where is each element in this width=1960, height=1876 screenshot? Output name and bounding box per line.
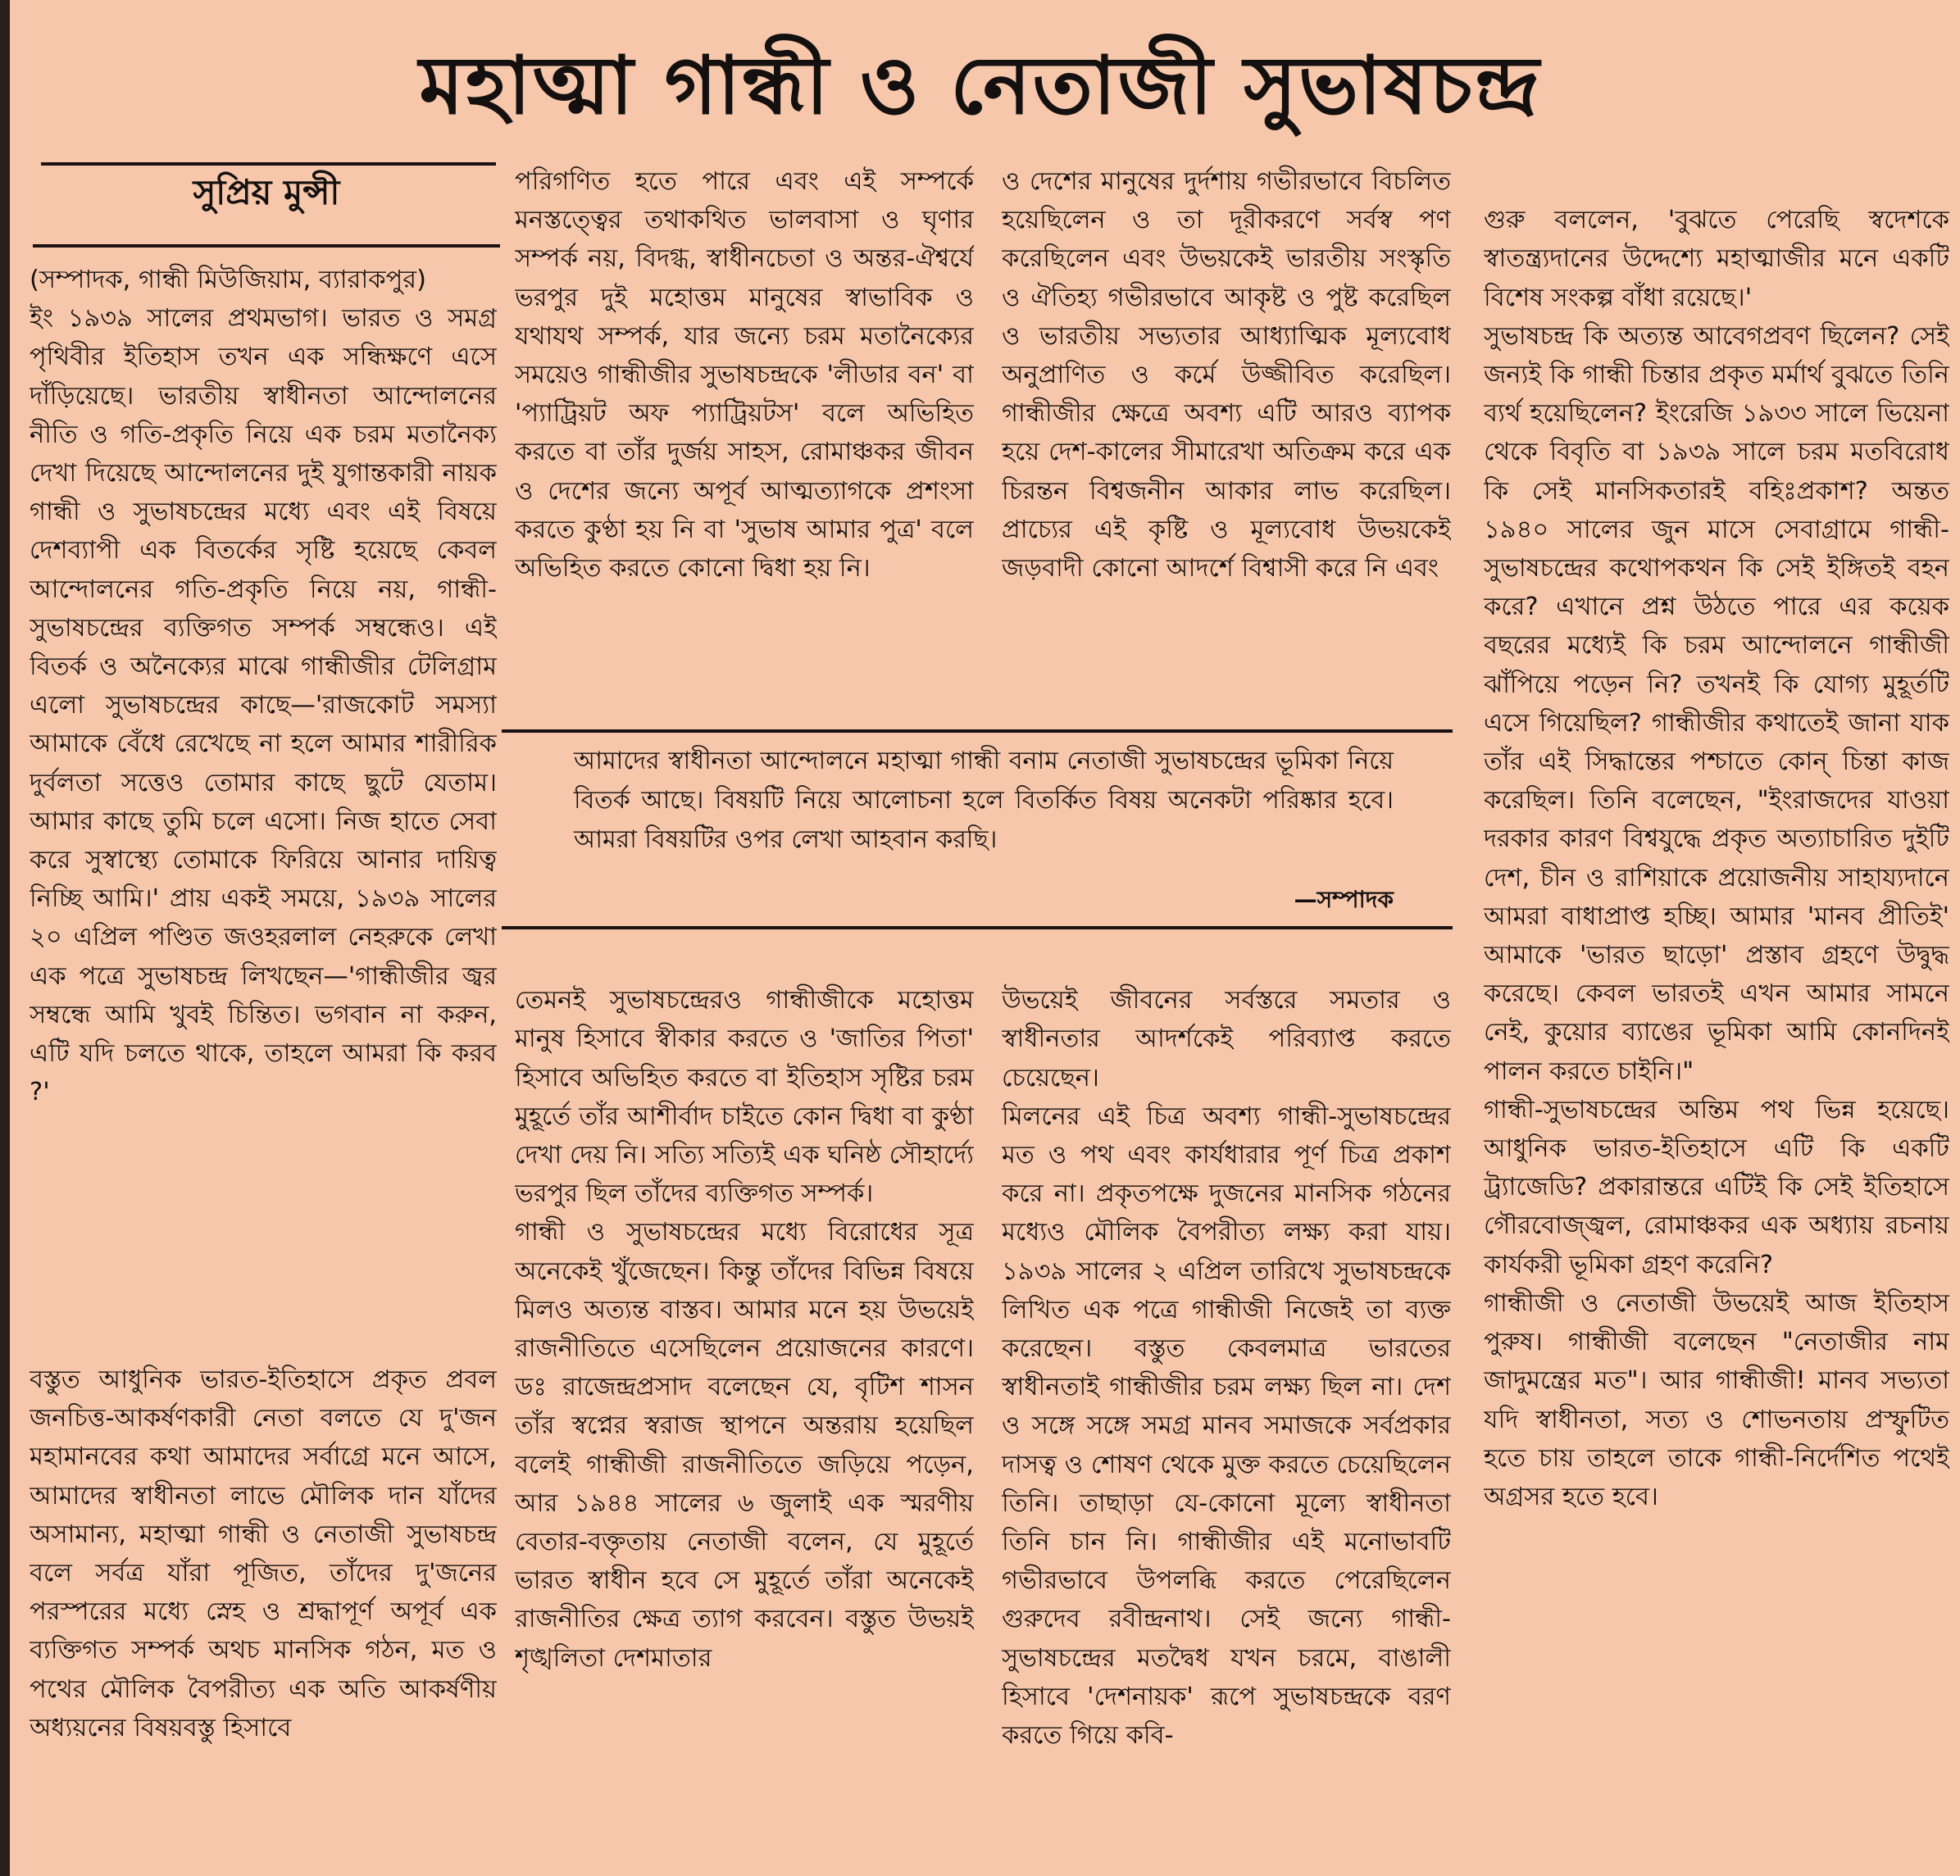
author-name: সুপ্রিয় মুন্সী [193, 172, 340, 212]
box-rule-bottom [502, 926, 1453, 929]
col3-paragraph-2: উভয়েই জীবনের সর্বস্তরে সমতার ও স্বাধীনতার আদর্শকেই পরিব্যাপ্ত করতে চেয়েছেন। মিলনের এই চিত্র অবশ্য গান্ধী-সুভাষচন্দ্রের মত ও পথ এবং কার্যধারার পূর্ণ চিত্র প্রকাশ করে না। প্রকৃতপক্ষে দুজনের মানসিক গঠনের মধ্যেও মৌলিক বৈপরীত্য লক্ষ্য করা যায়। ১৯৩৯ সালের ২ এপ্রিল তারিখে সুভাষচন্দ্রকে লিখিত এক পত্রে গান্ধীজী নিজেই তা ব্যক্ত করেছেন। বস্তুত কেবলমাত্র ভারতের স্বাধীনতাই গান্ধীজীর চরম লক্ষ্য ছিল না। দেশ ও সঙ্গে সঙ্গে সমগ্র মানব সমাজকে সর্বপ্রকার দাসত্ব ও শোষণ থেকে মুক্ত করতে চেয়েছিলেন তিনি। তাছাড়া যে-কোনো মূল্যে স্বাধীনতা তিনি চান নি। গান্ধীজীর এই মনোভাবটি গভীরভাবে উপলব্ধি করতে পেরেছিলেন গুরুদেব রবীন্দ্রনাথ। সেই জন্যে গান্ধী-সুভাষচন্দ্রের মতদ্বৈধ যখন চরমে, বাঙালী হিসাবে 'দেশনায়ক' রূপে সুভাষচন্দ্রকে বরণ করতে গিয়ে কবি- [1002, 986, 1451, 1751]
scan-edge [0, 0, 10, 1876]
column-1-top [30, 261, 497, 1351]
col1-paragraph-2: বস্তুত আধুনিক ভারত-ইতিহাসে প্রকৃত প্রবল জনচিত্ত-আকর্ষণকারী নেতা বলতে যে দু'জন মহামানবের কথা আমাদের সর্বাগ্রে মনে আসে, আমাদের স্বাধীনতা লাভে মৌলিক দান যাঁদের অসামান্য, মহাত্মা গান্ধী ও নেতাজী সুভাষচন্দ্র বলে সর্বত্র যাঁরা পূজিত, তাঁদের দু'জনের পরস্পরের মধ্যে স্নেহ ও শ্রদ্ধাপূর্ণ অপূর্ব এক ব্যক্তিগত সম্পর্ক অথচ মানসিক গঠন, মত ও পথের মৌলিক বৈপরীত্য এক অতি আকর্ষণীয় অধ্যয়নের বিষয়বস্তু হিসাবে [30, 1365, 497, 1742]
editor-note-box [574, 742, 1394, 918]
col3-paragraph-1: ও দেশের মানুষের দুর্দশায় গভীরভাবে বিচলিত হয়েছিলেন ও তা দূরীকরণে সর্বস্ব পণ করেছিলেন এবং উভয়কেই ভারতীয় সংস্কৃতি ও ঐতিহ্য গভীরভাবে আকৃষ্ট ও পুষ্ট করেছিল ও ভারতীয় সভ্যতার আধ্যাত্মিক মূল্যবোধ অনুপ্রাণিত ও কর্মে উজ্জীবিত করেছিল। গান্ধীজীর ক্ষেত্রে অবশ্য এটি আরও ব্যাপক হয়ে দেশ-কালের সীমারেখা অতিক্রম করে এক চিরন্তন বিশ্বজনীন আকার লাভ করেছিল। প্রাচ্যের এই কৃষ্টি ও মূল্যবোধ উভয়কেই জড়বাদী কোনো আদর্শে বিশ্বাসী করে নি এবং [1002, 167, 1451, 584]
editor-signature: —সম্পাদক [1294, 886, 1394, 913]
author-affiliation: (সম্পাদক, গান্ধী মিউজিয়াম, ব্যারাকপুর) [30, 266, 426, 294]
column-2-top [515, 162, 974, 720]
author-rule-bottom [33, 244, 500, 248]
article-headline: মহাত্মা গান্ধী ও নেতাজী সুভাষচন্দ্র [419, 39, 1541, 133]
author-rule-top [41, 162, 496, 166]
col2-paragraph-1: পরিগণিত হতে পারে এবং এই সম্পর্কে মনস্তত্ত্বের তথাকথিত ভালবাসা ও ঘৃণার সম্পর্ক নয়, বিদগ্ধ, স্বাধীনচেতা ও অন্তর-ঐশ্বর্যে ভরপুর দুই মহোত্তম মানুষের স্বাভাবিক ও যথাযথ সম্পর্ক, যার জন্যে চরম মতানৈক্যের সময়েও গান্ধীজীর সুভাষচন্দ্রকে 'লীডার বন' বা 'প্যাট্রিয়ট অফ প্যাট্রিয়টস' বলে অভিহিত করতে বা তাঁর দুর্জয় সাহস, রোমাঞ্চকর জীবন ও দেশের জন্যে অপূর্ব আত্মত্যাগকে প্রশংসা করতে কুণ্ঠা হয় নি বা 'সুভাষ আমার পুত্র' বলে অভিহিত করতে কোনো দ্বিধা হয় নি। [515, 167, 974, 584]
column-3-top [1002, 162, 1451, 720]
column-4 [1484, 162, 1949, 1867]
column-1-bottom [30, 1360, 497, 1865]
column-3-bottom [1002, 943, 1451, 1869]
col4-paragraphs: গুরু বললেন, 'বুঝতে পেরেছি স্বদেশকে স্বাতন্ত্র্যদানের উদ্দেশ্যে মহাত্মাজীর মনে একটি বিশেষ সংকল্প বাঁধা রয়েছে।' সুভাষচন্দ্র কি অত্যন্ত আবেগপ্রবণ ছিলেন? সেই জন্যই কি গান্ধী চিন্তার প্রকৃত মর্মার্থ বুঝতে তিনি ব্যর্থ হয়েছিলেন? ইংরেজি ১৯৩৩ সালে ভিয়েনা থেকে বিবৃতি বা ১৯৩৯ সালে চরম মতবিরোধ কি সেই মানসিকতারই বহিঃপ্রকাশ? অন্তত ১৯৪০ সালের জুন মাসে সেবাগ্রামে গান্ধী-সুভাষচন্দ্রের কথোপকথন কি সেই ইঙ্গিতই বহন করে? এখানে প্রশ্ন উঠতে পারে এর কয়েক বছরের মধ্যেই কি চরম আন্দোলনে গান্ধীজী ঝাঁপিয়ে পড়েন নি? তখনই কি যোগ্য মুহূর্তটি এসে গিয়েছিল? গান্ধীজীর কথাতেই জানা যাক তাঁর এই সিদ্ধান্তের পশ্চাতে কোন্ চিন্তা কাজ করেছিল। তিনি বলেছেন, "ইংরাজদের যাওয়া দরকার কারণ বিশ্বযুদ্ধে প্রকৃত অত্যাচারিত দুইটি দেশ, চীন ও রাশিয়াকে প্রয়োজনীয় সাহায্যদানে আমরা বাধাপ্রাপ্ত হচ্ছি। আমার 'মানব প্রীতিই' আমাকে 'ভারত ছাড়ো' প্রস্তাব গ্রহণে উদ্বুদ্ধ করেছে। কেবল ভারতই এখন আমার সামনে নেই, কুয়োর ব্যাঙের ভূমিকা আমি কোনদিনই পালন করতে চাইনি।" গান্ধী-সুভাষচন্দ্রের অন্তিম পথ ভিন্ন হয়েছে। আধুনিক ভারত-ইতিহাসে এটি কি একটি ট্র্যাজেডি? প্রকারান্তরে এটিই কি সেই ইতিহাসে গৌরবোজ্জ্বল, রোমাঞ্চকর এক অধ্যায় রচনায় কার্যকরী ভূমিকা গ্রহণ করেনি? গান্ধীজী ও নেতাজী উভয়েই আজ ইতিহাস পুরুষ। গান্ধীজী বলেছেন "নেতাজীর নাম জাদুমন্ত্রের মত"। আর গান্ধীজী! মানব সভ্যতা যদি স্বাধীনতা, সত্য ও শোভনতায় প্রস্ফুটিত হতে চায় তাহলে তাকে গান্ধী-নির্দেশিত পথেই অগ্রসর হতে হবে। [1484, 206, 1949, 1511]
box-rule-top [502, 729, 1453, 733]
editor-note-text: আমাদের স্বাধীনতা আন্দোলনে মহাত্মা গান্ধী বনাম নেতাজী সুভাষচন্দ্রের ভূমিকা নিয়ে বিতর্ক আছে। বিষয়টি নিয়ে আলোচনা হলে বিতর্কিত বিষয় অনেকটা পরিষ্কার হবে। আমরা বিষয়টির ওপর লেখা আহবান করছি। [574, 747, 1394, 854]
column-2-bottom [515, 943, 974, 1869]
col1-paragraph-1: ইং ১৯৩৯ সালের প্রথমভাগ। ভারত ও সমগ্র পৃথিবীর ইতিহাস তখন এক সন্ধিক্ষণে এসে দাঁড়িয়েছে। ভারতীয় স্বাধীনতা আন্দোলনের নীতি ও গতি-প্রকৃতি নিয়ে এক চরম মতানৈক্য দেখা দিয়েছে আন্দোলনের দুই যুগান্তকারী নায়ক গান্ধী ও সুভাষচন্দ্রের মধ্যে এবং এই বিষয়ে দেশব্যাপী এক বিতর্কের সৃষ্টি হয়েছে কেবল আন্দোলনের গতি-প্রকৃতি নিয়ে নয়, গান্ধী-সুভাষচন্দ্রের ব্যক্তিগত সম্পর্ক সম্বন্ধেও। এই বিতর্ক ও অনৈক্যের মাঝে গান্ধীজীর টেলিগ্রাম এলো সুভাষচন্দ্রের কাছে—'রাজকোট সমস্যা আমাকে বেঁধে রেখেছে না হলে আমার শারীরিক দুর্বলতা সত্তেও তোমার কাছে ছুটে যেতাম। আমার কাছে তুমি চলে এসো। নিজ হাতে সেবা করে সুস্বাস্থ্যে তোমাকে ফিরিয়ে আনার দায়িত্ব নিচ্ছি আমি।' প্রায় একই সময়ে, ১৯৩৯ সালের ২০ এপ্রিল পণ্ডিত জওহরলাল নেহরুকে লেখা এক পত্রে সুভাষচন্দ্র লিখছেন—'গান্ধীজীর জ্বর সম্বন্ধে আমি খুবই চিন্তিত। ভগবান না করুন, এটি যদি চলতে থাকে, তাহলে আমরা কি করব ?' [30, 304, 497, 1107]
col2-paragraph-2: তেমনই সুভাষচন্দ্রেরও গান্ধীজীকে মহোত্তম মানুষ হিসাবে স্বীকার করতে ও 'জাতির পিতা' হিসাবে অভিহিত করতে বা ইতিহাস সৃষ্টির চরম মুহূর্তে তাঁর আশীর্বাদ চাইতে কোন দ্বিধা বা কুণ্ঠা দেখা দেয় নি। সত্যি সত্যিই এক ঘনিষ্ঠ সৌহার্দ্যে ভরপুর ছিল তাঁদের ব্যক্তিগত সম্পর্ক। গান্ধী ও সুভাষচন্দ্রের মধ্যে বিরোধের সূত্র অনেকেই খুঁজেছেন। কিন্তু তাঁদের বিভিন্ন বিষয়ে মিলও অত্যন্ত বাস্তব। আমার মনে হয় উভয়েই রাজনীতিতে এসেছিলেন প্রয়োজনের কারণে। ডঃ রাজেন্দ্রপ্রসাদ বলেছেন যে, বৃটিশ শাসন তাঁর স্বপ্নের স্বরাজ স্থাপনে অন্তরায় হয়েছিল বলেই গান্ধীজী রাজনীতিতে জড়িয়ে পড়েন, আর ১৯৪৪ সালের ৬ জুলাই এক স্মরণীয় বেতার-বক্তৃতায় নেতাজী বলেন, যে মুহূর্তে ভারত স্বাধীন হবে সে মুহূর্তে তাঁরা অনেকেই রাজনীতির ক্ষেত্র ত্যাগ করবেন। বস্তুত উভয়ই শৃঙ্খলিতা দেশমাতার [515, 986, 974, 1673]
